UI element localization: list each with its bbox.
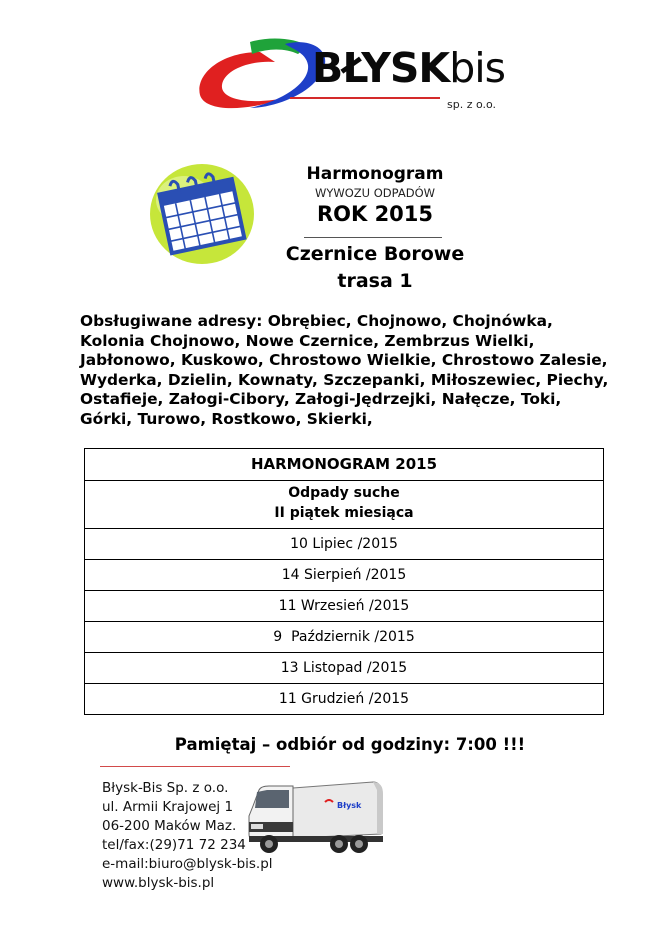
company-email[interactable]: e-mail:biuro@blysk-bis.pl	[102, 856, 273, 872]
table-row: 10 Lipiec /2015	[85, 529, 603, 560]
company-name: Błysk-Bis Sp. z o.o.	[102, 780, 229, 796]
table-row: 11 Grudzień /2015	[278, 691, 410, 707]
table-row: 11 Wrzesień /2015	[85, 591, 603, 622]
company-street: ul. Armii Krajowej 1	[102, 799, 234, 815]
title-year: ROK 2015	[316, 202, 434, 226]
schedule-table	[84, 448, 604, 715]
brand-legal-form: sp. z o.o.	[447, 98, 497, 111]
title-divider	[304, 237, 442, 238]
company-website[interactable]: www.blysk-bis.pl	[102, 875, 215, 891]
logo-underline	[290, 97, 440, 99]
footer-divider	[100, 766, 290, 767]
garbage-truck-image	[245, 776, 385, 856]
company-phone: tel/fax:(29)71 72 234	[102, 837, 246, 853]
title-harmonogram: Harmonogram	[306, 164, 444, 184]
table-row: 9 Październik /2015	[85, 622, 603, 653]
pickup-rule: II piątek miesiąca	[274, 505, 414, 521]
company-city: 06-200 Maków Maz.	[102, 818, 237, 834]
svg-text:Błysk: Błysk	[337, 801, 362, 810]
table-row: 13 Listopad /2015	[85, 653, 603, 684]
waste-type-row	[85, 481, 603, 529]
title-subtitle: WYWOZU ODPADÓW	[314, 186, 436, 200]
waste-type: Odpady suche	[288, 485, 400, 501]
calendar-icon	[142, 156, 257, 268]
served-addresses: Obsługiwane adresy: Obrębiec, Chojnowo, Chojnówka, Kolonia Chojnowo, Nowe Czernice, Zembrzus Wielki, Jabłonowo, Kuskowo, Chrostowo Wielkie, Chrostowo Zalesie, Wyderka, Dzielin, Kownaty, Szczepanki, Miłoszewiec, Piechy, Ostafieje, Załogi-Cibory, Załogi-Jędrzejki, Nałęcze, Toki, Górki, Turowo, Rostkowo, Skierki,	[80, 312, 609, 428]
table-header: HARMONOGRAM 2015	[85, 449, 603, 481]
table-row: 14 Sierpień /2015	[85, 560, 603, 591]
title-location: Czernice Borowe	[285, 243, 465, 265]
brand-name: BŁYSKbis	[312, 44, 505, 92]
pickup-time-reminder: Pamiętaj – odbiór od godziny: 7:00 !!!	[174, 735, 526, 754]
title-route: trasa 1	[337, 270, 413, 292]
